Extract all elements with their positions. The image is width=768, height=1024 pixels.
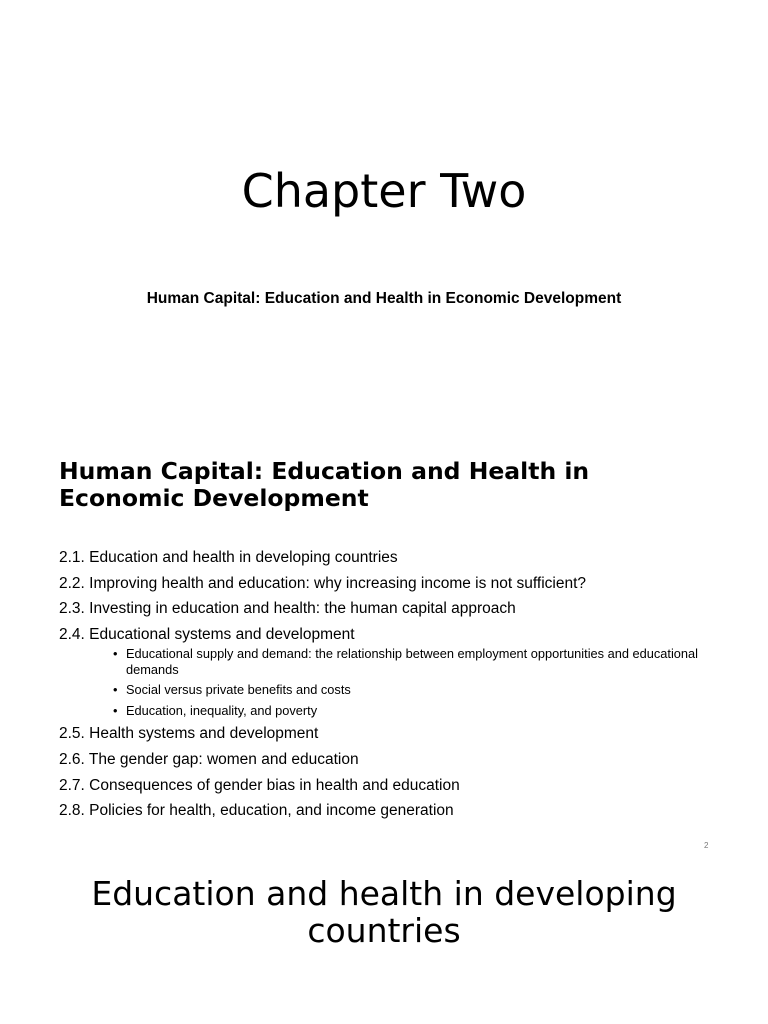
title-slide <box>0 0 768 440</box>
contents-slide <box>0 440 768 860</box>
chapter-subtitle: Human Capital: Education and Health in Economic Development <box>146 290 622 307</box>
toc-subitems <box>59 646 739 719</box>
toc-item-2-6: 2.6. The gender gap: women and education <box>59 750 359 768</box>
toc-subitem-text: Social versus private benefits and costs <box>126 682 351 698</box>
toc-item-2-7: 2.7. Consequences of gender bias in health and education <box>59 776 460 794</box>
toc-subitem <box>113 703 739 719</box>
section-title: Education and health in developing countries <box>91 874 677 950</box>
toc-item-2-8: 2.8. Policies for health, education, and income generation <box>59 802 454 820</box>
toc-subitem-text: Education, inequality, and poverty <box>126 702 318 718</box>
toc-subitem-text: Educational supply and demand: the relationship between employment opportunities and educational demands <box>126 645 698 677</box>
toc-item-2-5: 2.5. Health systems and development <box>59 725 319 743</box>
toc-subitem <box>113 646 739 678</box>
toc-item-2-4-wrapper <box>59 625 739 719</box>
toc-item-2-2: 2.2. Improving health and education: why increasing income is not sufficient? <box>59 574 587 592</box>
contents-title: Human Capital: Education and Health in Economic Development <box>59 457 590 512</box>
bullet-icon: • <box>113 682 118 698</box>
toc-item-2-1: 2.1. Education and health in developing countries <box>59 549 398 566</box>
toc-subitem <box>113 682 739 698</box>
bullet-icon: • <box>113 645 118 661</box>
bullet-icon: • <box>113 702 118 718</box>
page-number: 2 <box>704 841 709 850</box>
section-slide <box>0 860 768 1024</box>
chapter-title: Chapter Two <box>241 164 527 218</box>
toc-item-2-3: 2.3. Investing in education and health: the human capital approach <box>59 600 516 618</box>
table-of-contents <box>59 548 739 827</box>
toc-item-2-4: 2.4. Educational systems and development <box>59 625 355 643</box>
